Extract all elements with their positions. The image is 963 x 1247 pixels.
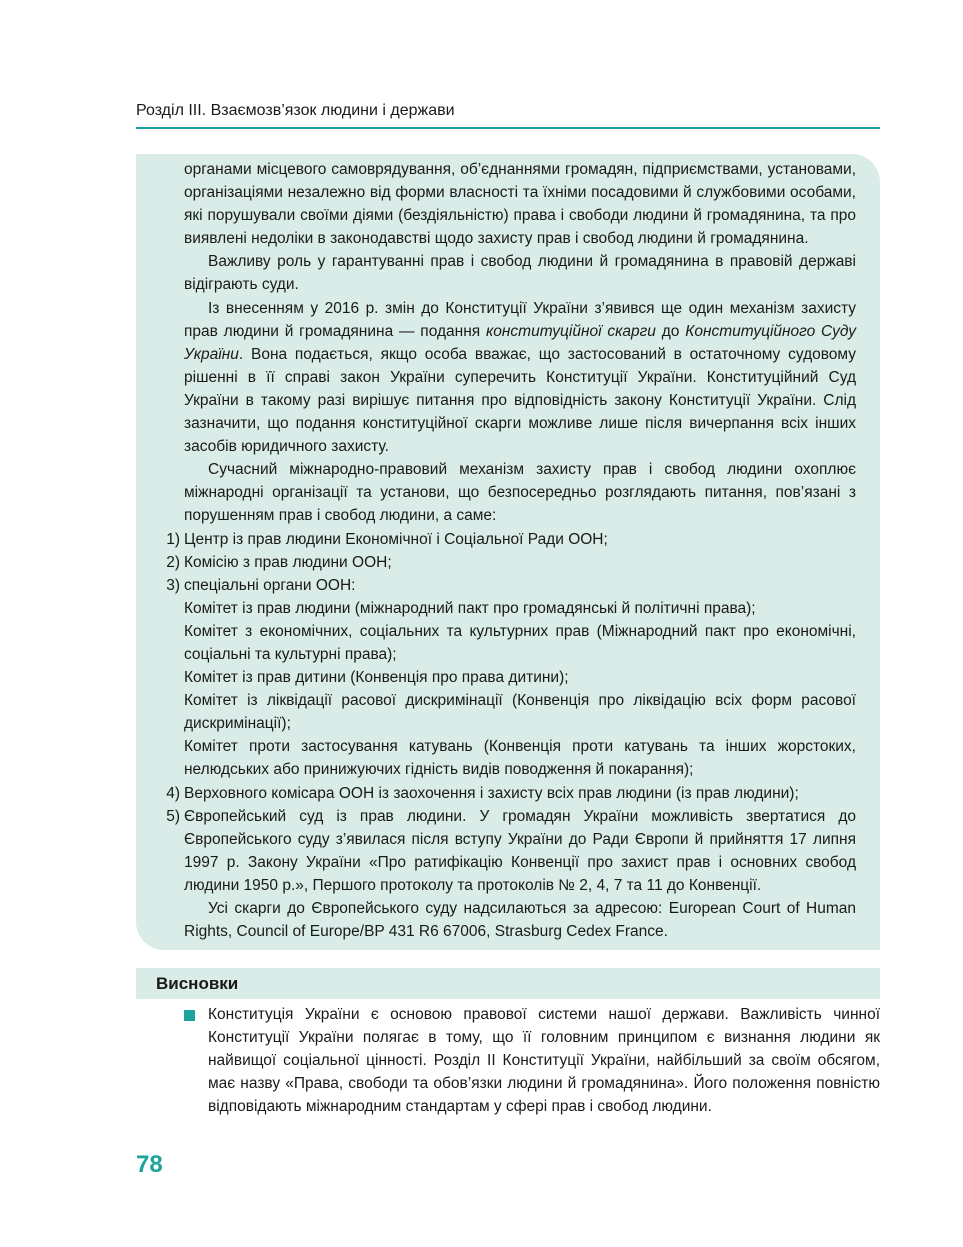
list-item [166,528,856,551]
header-rule [136,127,880,129]
paragraph-5: Усі скарги до Європейського суду надсилаються за адресою: European Court of Human Rights, Council of Europe/BP 431 R6 67006, Strasburg Cedex France. [184,900,856,941]
paragraph-3-part-c: . Вона подається, якщо особа вважає, що застосований в остаточному судовому рішенні в її справі закон України суперечить Конституції України. Конституційний Суд України в такому разі вирішує питання про відповідність закону Конституції України. Слід зазначити, що подання конституційної скарги можливе лише після вичерпання всіх інших засобів юридичного захисту. [184,345,856,456]
conclusions-heading-bar [136,968,880,999]
term-constitutional-court: Конституційного Суду України [184,322,856,363]
committee-item: Комітет із прав дитини (Конвенція про права дитини); [184,669,569,687]
list-number: 5) [166,807,180,825]
page-number: 78 [136,1151,163,1178]
list-number: 2) [166,553,180,571]
committee-item: Комітет проти застосування катувань (Конвенція проти катувань та інших жорстоких, нелюдських або принижуючих гідність видів поводження й покарання); [184,738,856,779]
list-text: Європейський суд із прав людини. У громадян України можливість звертатися до Європейського суду з’явилася після вступу України до Ради Європи й прийняття 17 липня 1997 р. Закону України «Про ратифікацію Конвенції про захист прав і основних свобод людини 1950 р.», Першого протоколу та протоколів № 2, 4, 7 та 11 до Конвенції. [184,807,856,894]
main-text [166,158,856,943]
committee-item: Комітет із ліквідації расової дискримінації (Конвенція про ліквідацію всіх форм расової дискримінації); [184,692,856,733]
un-committees-list [184,597,856,782]
list-text: Центр із прав людини Економічної і Соціальної Ради ООН; [184,530,608,548]
list-text: Комісію з прав людини ООН; [184,553,392,571]
paragraph-3 [184,297,856,459]
square-bullet-icon [184,1010,195,1021]
list-item [166,574,856,597]
list-item [166,551,856,574]
list-item [166,805,856,897]
conclusion-text: Конституція України є основою правової системи нашої держави. Важливість чинної Конституції України полягає в тому, що її головним принципом є визнання людини як найвищої соціальної цінності. Розділ ІІ Конституції України, найбільший за своїм обсягом, має назву «Права, свободи та обов’язки людини й громадянина». Його положення повністю відповідають міжнародним стандартам у сфері прав і свобод людини. [208,1006,880,1116]
paragraph-3-part-a: Із внесенням у 2016 р. змін до Конституції України з’явився ще один механізм захисту прав людини й громадянина — подання [184,299,856,340]
paragraph-1: органами місцевого самоврядування, об’єднаннями громадян, підприємствами, установами, організаціями незалежно від форми власності та їхніми посадовими й службовими особами, які порушували своїми діями (бездіяльністю) права і свободи людини й громадянина, та про виявлені недоліки в законодавстві щодо захисту прав і свобод людини й громадянина. [184,161,856,248]
paragraph-4: Сучасний міжнародно-правовий механізм захисту прав і свобод людини охоплює міжнародні організації та установи, що безпосередньо розглядають питання, пов’язані з порушенням прав і свобод людини, а саме: [184,461,856,525]
running-header: Розділ ІІІ. Взаємозв’язок людини і держави [136,102,455,119]
paragraph-2: Важливу роль у гарантуванні прав і свобод людини й громадянина в правовій державі відіграють суди. [184,253,856,294]
list-number: 3) [166,576,180,594]
term-constitutional-complaint: конституційної скарги [485,322,656,340]
list-number: 1) [166,530,180,548]
list-text: Верховного комісара ООН із заохочення і захисту всіх прав людини (із прав людини); [184,784,799,802]
conclusions-title: Висновки [156,974,239,993]
list-item [166,782,856,805]
list-number: 4) [166,784,180,802]
paragraph-3-part-b: до [655,322,686,340]
committee-item: Комітет із прав людини (міжнародний пакт про громадянські й політичні права); [184,599,756,617]
list-text: спеціальні органи ООН: [184,576,356,594]
committee-item: Комітет з економічних, соціальних та культурних прав (Міжнародний пакт про економічні, соціальні та культурні права); [184,622,856,663]
